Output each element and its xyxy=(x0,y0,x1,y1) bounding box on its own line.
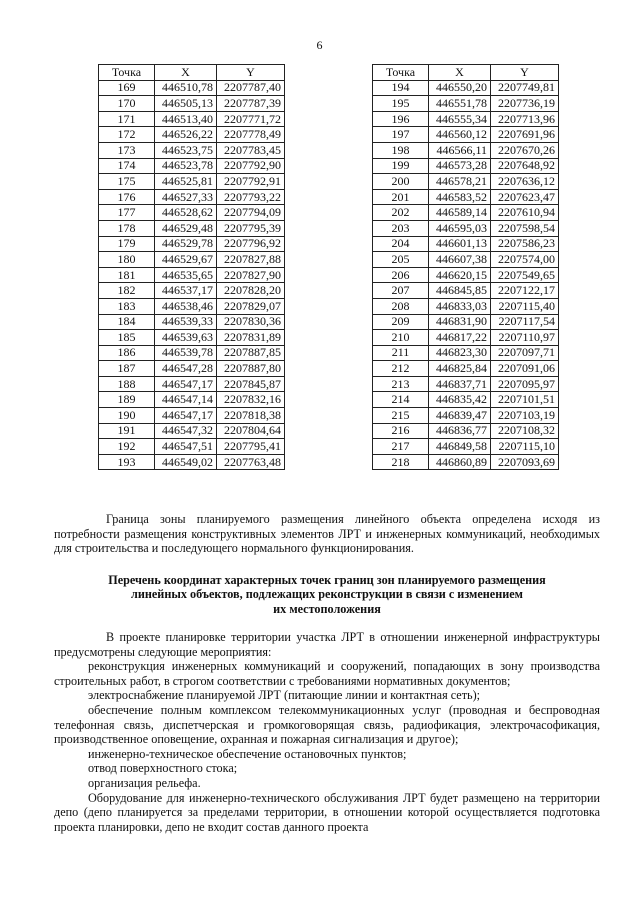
y-cell: 2207115,40 xyxy=(491,298,559,314)
y-cell: 2207598,54 xyxy=(491,220,559,236)
point-cell: 171 xyxy=(99,111,155,127)
table-row xyxy=(373,423,559,439)
y-cell: 2207827,90 xyxy=(217,267,285,283)
x-cell: 446523,75 xyxy=(155,142,217,158)
point-cell: 173 xyxy=(99,142,155,158)
x-cell: 446525,81 xyxy=(155,174,217,190)
point-cell: 195 xyxy=(373,96,429,112)
point-cell: 213 xyxy=(373,376,429,392)
y-cell: 2207828,20 xyxy=(217,283,285,299)
measures-section xyxy=(54,630,600,834)
y-cell: 2207787,39 xyxy=(217,96,285,112)
x-cell: 446839,47 xyxy=(429,408,491,424)
y-cell: 2207795,39 xyxy=(217,220,285,236)
y-cell: 2207795,41 xyxy=(217,439,285,455)
y-cell: 2207108,32 xyxy=(491,423,559,439)
x-cell: 446595,03 xyxy=(429,220,491,236)
point-cell: 203 xyxy=(373,220,429,236)
table-row xyxy=(373,314,559,330)
section-heading xyxy=(54,573,600,616)
table-row xyxy=(99,298,285,314)
point-cell: 210 xyxy=(373,330,429,346)
measure-item-5: отвод поверхностного стока; xyxy=(88,761,238,776)
x-cell: 446837,71 xyxy=(429,376,491,392)
table-row xyxy=(99,361,285,377)
y-cell: 2207771,72 xyxy=(217,111,285,127)
table-row xyxy=(373,392,559,408)
page-number: 6 xyxy=(316,38,323,52)
point-cell: 182 xyxy=(99,283,155,299)
y-cell: 2207101,51 xyxy=(491,392,559,408)
table-row xyxy=(373,158,559,174)
x-cell: 446549,02 xyxy=(155,454,217,470)
x-cell: 446578,21 xyxy=(429,174,491,190)
measure-item-4: инженерно-техническое обеспечение остановочных пунктов; xyxy=(88,746,407,761)
y-cell: 2207829,07 xyxy=(217,298,285,314)
table-row xyxy=(99,314,285,330)
y-cell: 2207796,92 xyxy=(217,236,285,252)
x-cell: 446550,20 xyxy=(429,80,491,96)
measure-item-1: реконструкция инженерных коммуникаций и сооружений, попадающих в зону производства строительных работ, в строгом соответствии с требованиями нормативных документов; xyxy=(54,659,600,688)
y-cell: 2207713,96 xyxy=(491,111,559,127)
table-row xyxy=(373,298,559,314)
x-cell: 446539,78 xyxy=(155,345,217,361)
y-cell: 2207091,06 xyxy=(491,361,559,377)
point-cell: 189 xyxy=(99,392,155,408)
y-cell: 2207783,45 xyxy=(217,142,285,158)
point-cell: 188 xyxy=(99,376,155,392)
table-row xyxy=(373,376,559,392)
point-cell: 177 xyxy=(99,205,155,221)
x-cell: 446523,78 xyxy=(155,158,217,174)
column-header-y: Y xyxy=(491,65,559,81)
table-header-row xyxy=(373,65,559,81)
measure-item-2: электроснабжение планируемой ЛРТ (питающие линии и контактная сеть); xyxy=(88,688,481,703)
point-cell: 205 xyxy=(373,252,429,268)
table-row xyxy=(373,236,559,252)
y-cell: 2207736,19 xyxy=(491,96,559,112)
y-cell: 2207691,96 xyxy=(491,127,559,143)
point-cell: 191 xyxy=(99,423,155,439)
point-cell: 176 xyxy=(99,189,155,205)
x-cell: 446547,28 xyxy=(155,361,217,377)
y-cell: 2207778,49 xyxy=(217,127,285,143)
point-cell: 196 xyxy=(373,111,429,127)
point-cell: 216 xyxy=(373,423,429,439)
point-cell: 185 xyxy=(99,330,155,346)
point-cell: 184 xyxy=(99,314,155,330)
table-row xyxy=(373,454,559,470)
x-cell: 446529,78 xyxy=(155,236,217,252)
x-cell: 446825,84 xyxy=(429,361,491,377)
y-cell: 2207787,40 xyxy=(217,80,285,96)
y-cell: 2207830,36 xyxy=(217,314,285,330)
intro-section xyxy=(54,512,600,556)
point-cell: 204 xyxy=(373,236,429,252)
heading-line-2: линейных объектов, подлежащих реконструкции в связи с изменением xyxy=(131,587,523,602)
table-row xyxy=(99,236,285,252)
point-cell: 181 xyxy=(99,267,155,283)
y-cell: 2207093,69 xyxy=(491,454,559,470)
table-row xyxy=(99,392,285,408)
table-row xyxy=(99,454,285,470)
x-cell: 446601,13 xyxy=(429,236,491,252)
point-cell: 212 xyxy=(373,361,429,377)
y-cell: 2207804,64 xyxy=(217,423,285,439)
table-row xyxy=(373,408,559,424)
x-cell: 446849,58 xyxy=(429,439,491,455)
x-cell: 446529,67 xyxy=(155,252,217,268)
point-cell: 214 xyxy=(373,392,429,408)
point-cell: 209 xyxy=(373,314,429,330)
x-cell: 446607,38 xyxy=(429,252,491,268)
table-row xyxy=(99,330,285,346)
point-cell: 199 xyxy=(373,158,429,174)
y-cell: 2207845,87 xyxy=(217,376,285,392)
table-row xyxy=(99,96,285,112)
x-cell: 446831,90 xyxy=(429,314,491,330)
x-cell: 446528,62 xyxy=(155,205,217,221)
y-cell: 2207670,26 xyxy=(491,142,559,158)
column-header-x: X xyxy=(155,65,217,81)
point-cell: 208 xyxy=(373,298,429,314)
table-row xyxy=(373,127,559,143)
table-row xyxy=(99,111,285,127)
x-cell: 446529,48 xyxy=(155,220,217,236)
x-cell: 446547,17 xyxy=(155,408,217,424)
table-row xyxy=(99,408,285,424)
x-cell: 446560,12 xyxy=(429,127,491,143)
x-cell: 446620,15 xyxy=(429,267,491,283)
table-row xyxy=(373,267,559,283)
y-cell: 2207103,19 xyxy=(491,408,559,424)
table-row xyxy=(373,142,559,158)
x-cell: 446833,03 xyxy=(429,298,491,314)
x-cell: 446551,78 xyxy=(429,96,491,112)
table-row xyxy=(99,142,285,158)
point-cell: 186 xyxy=(99,345,155,361)
heading-line-3: их местоположения xyxy=(273,601,381,616)
y-cell: 2207831,89 xyxy=(217,330,285,346)
point-cell: 183 xyxy=(99,298,155,314)
table-row xyxy=(99,345,285,361)
point-cell: 190 xyxy=(99,408,155,424)
point-cell: 170 xyxy=(99,96,155,112)
coordinates-table-left xyxy=(98,64,285,470)
x-cell: 446823,30 xyxy=(429,345,491,361)
point-cell: 179 xyxy=(99,236,155,252)
y-cell: 2207763,48 xyxy=(217,454,285,470)
measure-item-3: обеспечение полным комплексом телекоммуникационных услуг (проводная и беспроводная телефонная связь, диспетчерская и громкоговорящая связь, радиофикация, электрочасофикация, производственное оповещение, охранная и пожарная сигнализация и другое); xyxy=(54,702,600,747)
column-header-x: X xyxy=(429,65,491,81)
table-row xyxy=(373,174,559,190)
column-header-point: Точка xyxy=(373,65,429,81)
point-cell: 175 xyxy=(99,174,155,190)
table-row xyxy=(99,127,285,143)
y-cell: 2207887,85 xyxy=(217,345,285,361)
intro-paragraph: Граница зоны планируемого размещения линейного объекта определена исходя из потребности размещения конструктивных элементов ЛРТ и инженерных коммуникаций, необходимых для строительства и последующего нормального функционирования. xyxy=(54,512,600,556)
table-row xyxy=(99,158,285,174)
x-cell: 446547,32 xyxy=(155,423,217,439)
x-cell: 446539,63 xyxy=(155,330,217,346)
point-cell: 180 xyxy=(99,252,155,268)
x-cell: 446538,46 xyxy=(155,298,217,314)
x-cell: 446539,33 xyxy=(155,314,217,330)
x-cell: 446547,17 xyxy=(155,376,217,392)
table-row xyxy=(99,189,285,205)
column-header-y: Y xyxy=(217,65,285,81)
point-cell: 207 xyxy=(373,283,429,299)
x-cell: 446547,14 xyxy=(155,392,217,408)
x-cell: 446537,17 xyxy=(155,283,217,299)
x-cell: 446566,11 xyxy=(429,142,491,158)
y-cell: 2207117,54 xyxy=(491,314,559,330)
y-cell: 2207115,10 xyxy=(491,439,559,455)
table-row xyxy=(99,174,285,190)
y-cell: 2207792,90 xyxy=(217,158,285,174)
table-row xyxy=(99,283,285,299)
point-cell: 198 xyxy=(373,142,429,158)
point-cell: 218 xyxy=(373,454,429,470)
x-cell: 446527,33 xyxy=(155,189,217,205)
table-row xyxy=(99,220,285,236)
y-cell: 2207549,65 xyxy=(491,267,559,283)
point-cell: 197 xyxy=(373,127,429,143)
x-cell: 446836,77 xyxy=(429,423,491,439)
y-cell: 2207110,97 xyxy=(491,330,559,346)
x-cell: 446589,14 xyxy=(429,205,491,221)
table-row xyxy=(373,361,559,377)
point-cell: 192 xyxy=(99,439,155,455)
y-cell: 2207122,17 xyxy=(491,283,559,299)
table-row xyxy=(373,111,559,127)
table-header-row xyxy=(99,65,285,81)
x-cell: 446510,78 xyxy=(155,80,217,96)
y-cell: 2207818,38 xyxy=(217,408,285,424)
y-cell: 2207574,00 xyxy=(491,252,559,268)
table-row xyxy=(373,189,559,205)
y-cell: 2207793,22 xyxy=(217,189,285,205)
point-cell: 194 xyxy=(373,80,429,96)
table-row xyxy=(99,376,285,392)
y-cell: 2207610,94 xyxy=(491,205,559,221)
table-row xyxy=(373,252,559,268)
x-cell: 446835,42 xyxy=(429,392,491,408)
table-row xyxy=(373,283,559,299)
coordinates-table-right xyxy=(372,64,559,470)
y-cell: 2207827,88 xyxy=(217,252,285,268)
x-cell: 446513,40 xyxy=(155,111,217,127)
table-row xyxy=(99,205,285,221)
point-cell: 217 xyxy=(373,439,429,455)
y-cell: 2207636,12 xyxy=(491,174,559,190)
table-row xyxy=(373,96,559,112)
point-cell: 187 xyxy=(99,361,155,377)
point-cell: 206 xyxy=(373,267,429,283)
y-cell: 2207623,47 xyxy=(491,189,559,205)
lead-paragraph: В проекте планировке территории участка ЛРТ в отношении инженерной инфраструктуры предусмотрены следующие мероприятия: xyxy=(54,630,600,659)
point-cell: 193 xyxy=(99,454,155,470)
table-row xyxy=(373,220,559,236)
x-cell: 446547,51 xyxy=(155,439,217,455)
y-cell: 2207792,91 xyxy=(217,174,285,190)
point-cell: 200 xyxy=(373,174,429,190)
x-cell: 446845,85 xyxy=(429,283,491,299)
table-row xyxy=(373,345,559,361)
column-header-point: Точка xyxy=(99,65,155,81)
y-cell: 2207749,81 xyxy=(491,80,559,96)
table-row xyxy=(99,439,285,455)
table-row xyxy=(373,80,559,96)
x-cell: 446535,65 xyxy=(155,267,217,283)
measure-item-6: организация рельефа. xyxy=(88,775,201,790)
x-cell: 446505,13 xyxy=(155,96,217,112)
point-cell: 178 xyxy=(99,220,155,236)
x-cell: 446555,34 xyxy=(429,111,491,127)
table-row xyxy=(99,80,285,96)
y-cell: 2207832,16 xyxy=(217,392,285,408)
y-cell: 2207095,97 xyxy=(491,376,559,392)
y-cell: 2207586,23 xyxy=(491,236,559,252)
table-row xyxy=(373,205,559,221)
y-cell: 2207794,09 xyxy=(217,205,285,221)
y-cell: 2207887,80 xyxy=(217,361,285,377)
y-cell: 2207097,71 xyxy=(491,345,559,361)
point-cell: 201 xyxy=(373,189,429,205)
table-row xyxy=(99,252,285,268)
y-cell: 2207648,92 xyxy=(491,158,559,174)
heading-line-1: Перечень координат характерных точек границ зон планируемого размещения xyxy=(108,573,546,587)
table-row xyxy=(373,330,559,346)
point-cell: 202 xyxy=(373,205,429,221)
x-cell: 446817,22 xyxy=(429,330,491,346)
point-cell: 215 xyxy=(373,408,429,424)
table-row xyxy=(99,267,285,283)
point-cell: 174 xyxy=(99,158,155,174)
table-row xyxy=(373,439,559,455)
final-paragraph: Оборудование для инженерно-технического обслуживания ЛРТ будет размещено на территории депо (депо планируется за пределами территории, в отношении которой осуществляется подготовка проекта планировки, депо не входит состав данного проекта xyxy=(54,790,600,834)
x-cell: 446860,89 xyxy=(429,454,491,470)
point-cell: 169 xyxy=(99,80,155,96)
point-cell: 172 xyxy=(99,127,155,143)
x-cell: 446573,28 xyxy=(429,158,491,174)
point-cell: 211 xyxy=(373,345,429,361)
table-row xyxy=(99,423,285,439)
x-cell: 446583,52 xyxy=(429,189,491,205)
x-cell: 446526,22 xyxy=(155,127,217,143)
